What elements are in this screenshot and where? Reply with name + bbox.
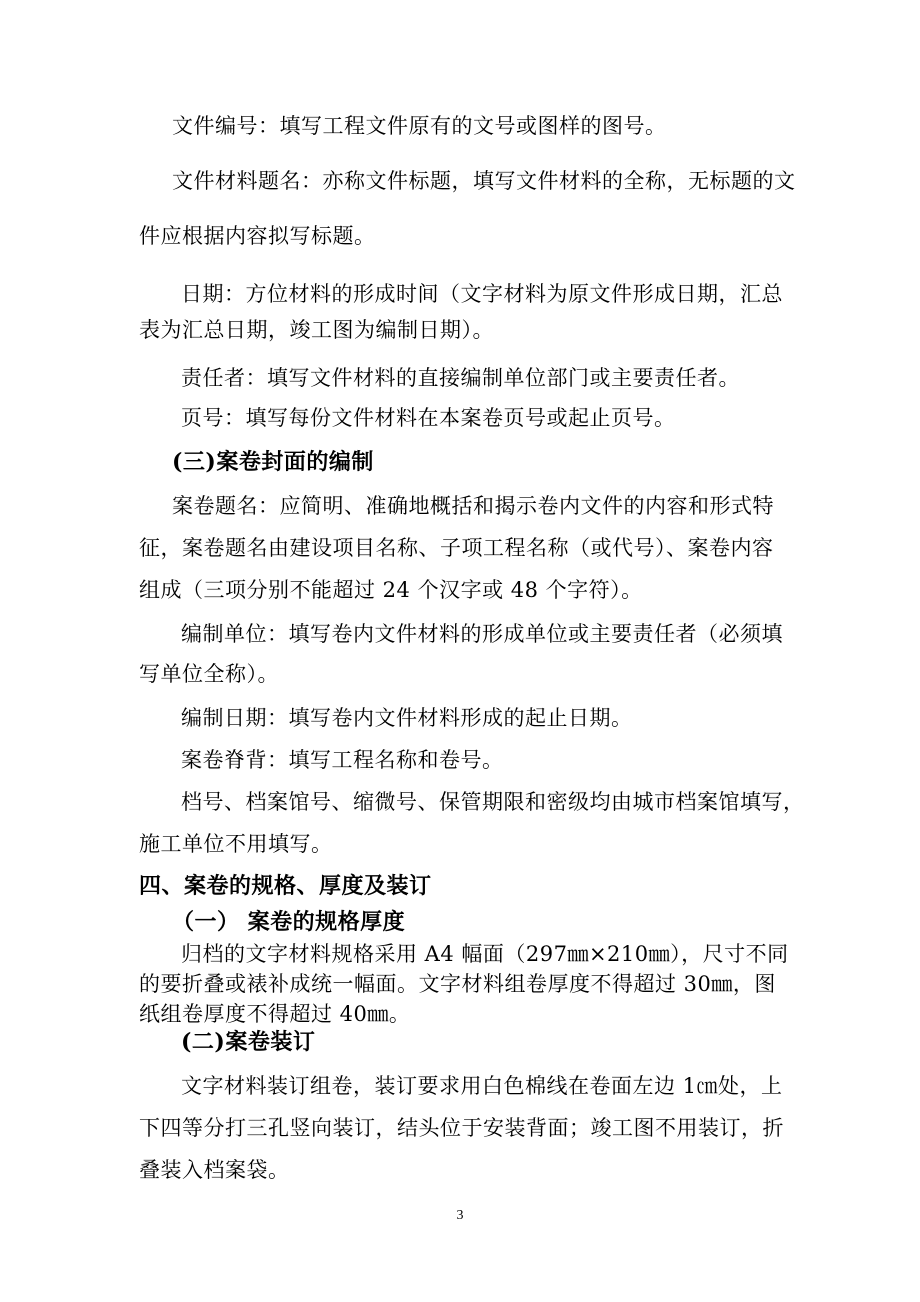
text-line: 表为汇总日期，竣工图为编制日期）。 <box>139 318 494 342</box>
subsection-heading: （一） 案卷的规格厚度 <box>172 909 406 935</box>
text-line: 日期：方位材料的形成时间（文字材料为原文件形成日期，汇总 <box>181 282 783 306</box>
text-line: 施工单位不用填写。 <box>139 832 333 856</box>
text-line: 案卷脊背：填写工程名称和卷号。 <box>181 748 504 772</box>
text-line: 页号：填写每份文件材料在本案卷页号或起止页号。 <box>181 406 676 430</box>
page-number: 3 <box>456 1208 464 1223</box>
section-heading: (三)案卷封面的编制 <box>172 449 374 475</box>
text-line: 案卷题名：应简明、准确地概括和揭示卷内文件的内容和形式特 <box>172 494 774 518</box>
text-line: 叠装入档案袋。 <box>139 1158 290 1182</box>
text-line: 责任者：填写文件材料的直接编制单位部门或主要责任者。 <box>181 366 740 390</box>
text-line: 下四等分打三孔竖向装订，结头位于安装背面；竣工图不用装订，折 <box>139 1116 784 1140</box>
subsection-heading: (二)案卷装订 <box>181 1029 316 1055</box>
text-line: 文件材料题名：亦称文件标题，填写文件材料的全称，无标题的文 <box>172 169 796 193</box>
text-line: 纸组卷厚度不得超过 40㎜。 <box>139 1002 411 1026</box>
text-line: 写单位全称）。 <box>139 662 279 686</box>
text-line: 归档的文字材料规格采用 A4 幅面（297㎜×210㎜），尺寸不同 <box>181 942 789 966</box>
text-line: 组成（三项分别不能超过 24 个汉字或 48 个字符）。 <box>139 578 643 602</box>
text-line: 的要折叠或裱补成统一幅面。文字材料组卷厚度不得超过 30㎜，图 <box>139 972 776 996</box>
text-line: 文字材料装订组卷，装订要求用白色棉线在卷面左边 1㎝处，上 <box>181 1074 783 1098</box>
chapter-heading: 四、案卷的规格、厚度及装订 <box>139 873 432 899</box>
text-line: 文件编号：填写工程文件原有的文号或图样的图号。 <box>172 114 667 138</box>
text-line: 编制单位：填写卷内文件材料的形成单位或主要责任者（必须填 <box>181 622 783 646</box>
text-line: 档号、档案馆号、缩微号、保管期限和密级均由城市档案馆填写， <box>181 790 805 814</box>
text-line: 件应根据内容拟写标题。 <box>139 224 376 248</box>
text-line: 征，案卷题名由建设项目名称、子项工程名称（或代号）、案卷内容 <box>139 536 774 560</box>
text-line: 编制日期：填写卷内文件材料形成的起止日期。 <box>181 706 633 730</box>
